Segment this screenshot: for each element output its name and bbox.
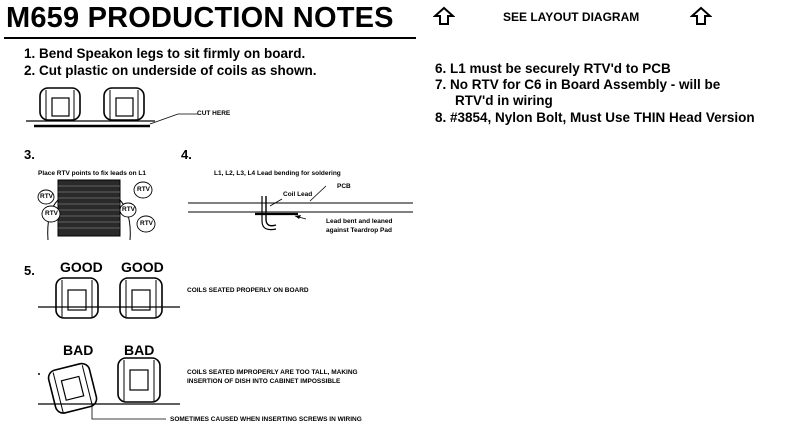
rtv-point-label: RTV	[40, 193, 53, 200]
bad-coils-diagram	[38, 358, 180, 419]
note-7: 7. No RTV for C6 in Board Assembly - will be	[435, 77, 721, 92]
section-5-number: 5.	[24, 263, 35, 278]
screw-caption: SOMETIMES CAUSED WHEN INSERTING SCREWS IN WIRING	[170, 416, 362, 423]
note-6: 6. L1 must be securely RTV'd to PCB	[435, 61, 671, 76]
good-label-1: GOOD	[60, 259, 103, 275]
bad-label-2: BAD	[124, 342, 155, 358]
bad-label-1: BAD	[63, 342, 94, 358]
bad-caption-line2: INSERTION OF DISH INTO CABINET IMPOSSIBLE	[187, 378, 341, 385]
rtv-caption: Place RTV points to fix leads on L1	[38, 170, 146, 177]
lead-bending-caption: L1, L2, L3, L4 Lead bending for soldering	[214, 170, 341, 177]
good-label-2: GOOD	[121, 259, 164, 275]
cut-coil-diagram	[26, 88, 198, 126]
note-7-continued: RTV'd in wiring	[455, 93, 553, 108]
good-coils-diagram	[38, 278, 180, 318]
page-title: M659 PRODUCTION NOTES	[6, 2, 394, 34]
rtv-point-label: RTV	[140, 220, 153, 227]
coil-lead-label: Coil Lead	[283, 191, 313, 198]
rtv-point-label: RTV	[45, 210, 58, 217]
bad-caption-line1: COILS SEATED IMPROPERLY ARE TOO TALL, MAKING	[187, 369, 358, 376]
lead-bent-label-line1: Lead bent and leaned	[326, 218, 393, 225]
note-2: 2. Cut plastic on underside of coils as shown.	[24, 63, 317, 78]
section-3-number: 3.	[24, 147, 35, 162]
good-caption: COILS SEATED PROPERLY ON BOARD	[187, 287, 309, 294]
section-4-number: 4.	[181, 147, 192, 162]
note-1: 1. Bend Speakon legs to sit firmly on board.	[24, 46, 306, 61]
see-layout-diagram-link[interactable]: SEE LAYOUT DIAGRAM	[503, 10, 640, 24]
note-8: 8. #3854, Nylon Bolt, Must Use THIN Head Version	[435, 110, 755, 125]
rtv-point-label: RTV	[137, 186, 150, 193]
lead-bent-label-line2: against Teardrop Pad	[326, 227, 392, 234]
rtv-point-label: RTV	[122, 206, 135, 213]
pcb-label: PCB	[337, 183, 351, 190]
cut-here-label: CUT HERE	[197, 110, 231, 117]
